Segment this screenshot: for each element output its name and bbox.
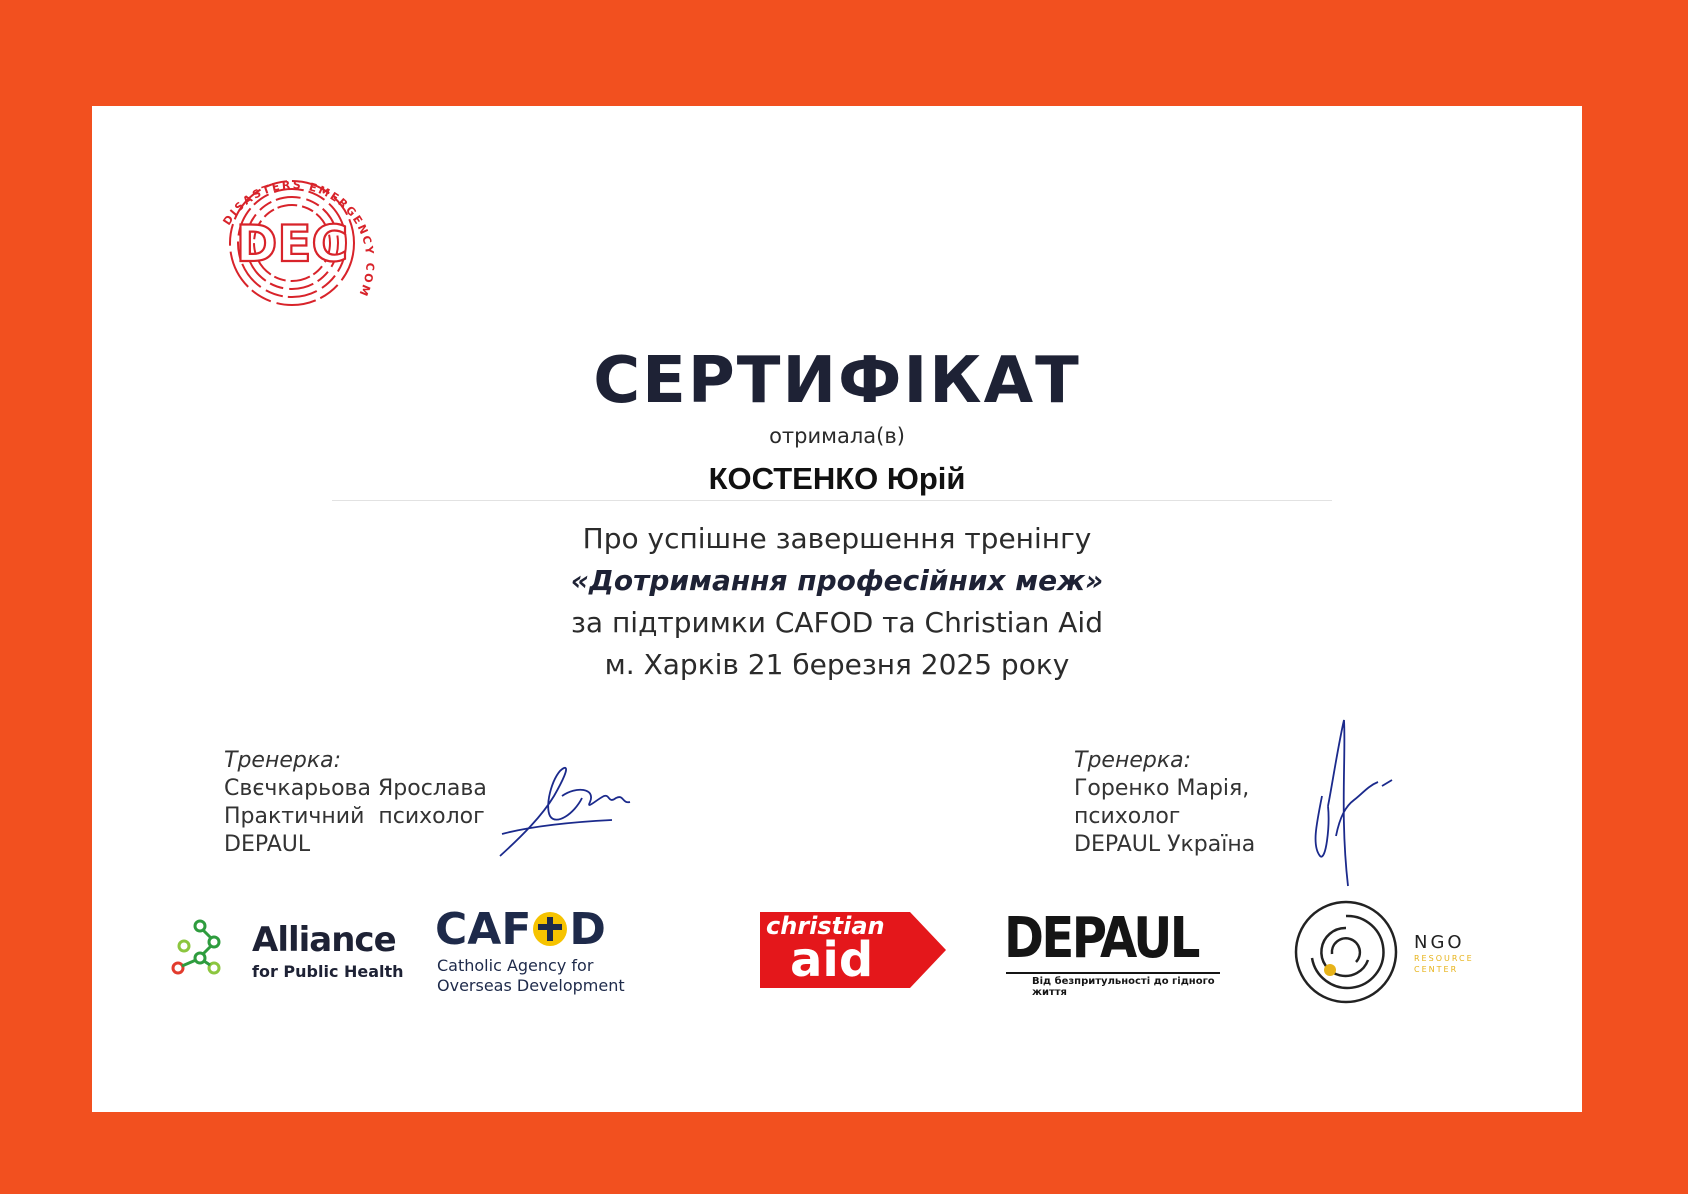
alliance-sub: for Public Health — [252, 962, 404, 981]
name-underline — [332, 500, 1332, 501]
christian-aid-bottom: aid — [790, 932, 874, 988]
depaul-logo — [1004, 906, 1236, 996]
trainer-label: Тренерка: — [1074, 748, 1192, 773]
trainer-org: DEPAUL Україна — [1074, 832, 1256, 857]
alliance-logo — [170, 916, 410, 986]
recipient-name: КОСТЕНКО Юрій — [708, 461, 966, 496]
ngo-sub-2: CENTER — [1414, 965, 1459, 974]
training-title: «Дотримання професійних меж» — [570, 564, 1104, 597]
cafod-sub-1: Catholic Agency for — [437, 956, 594, 975]
trainer-name: Свєчкарьова Ярослава — [224, 776, 487, 801]
completion-line: Про успішне завершення тренінгу — [582, 522, 1092, 555]
received-label: отримала(в) — [769, 424, 905, 448]
trainer-label: Тренерка: — [224, 748, 342, 773]
dec-logo — [207, 148, 387, 328]
trainer-role: Практичний психолог — [224, 804, 485, 829]
ngo-logo — [1292, 898, 1512, 1008]
scan-edge-right — [1688, 0, 1698, 1200]
cafod-cross-icon — [533, 912, 567, 946]
trainer-block-1 — [224, 748, 524, 859]
dec-ring-text: DISASTERS EMERGENCY COM — [220, 178, 377, 300]
dec-emblem-icon — [207, 148, 387, 328]
cafod-logo — [435, 906, 655, 996]
depaul-tagline: Від безпритульності до гідного життя — [1032, 976, 1215, 998]
signature-2 — [1292, 716, 1402, 896]
cafod-name-part-2: D — [569, 904, 606, 955]
place-date-line: м. Харків 21 березня 2025 року — [604, 648, 1070, 681]
support-line: за підтримки CAFOD та Christian Aid — [571, 606, 1103, 639]
alliance-molecule-icon — [170, 918, 236, 980]
cafod-sub-2: Overseas Development — [437, 976, 625, 995]
ngo-sub-1: RESOURCE — [1414, 954, 1474, 963]
cafod-wordmark — [435, 904, 606, 955]
trainer-org: DEPAUL — [224, 832, 311, 857]
christian-aid-top: christian — [766, 912, 885, 940]
depaul-rule — [1006, 972, 1220, 974]
alliance-name: Alliance — [252, 920, 396, 960]
certificate-sheet — [92, 106, 1582, 1112]
cafod-name-part-1: CAF — [435, 904, 532, 955]
depaul-name: DEPAUL — [1004, 906, 1198, 971]
signature-1 — [492, 756, 652, 866]
ngo-name: NGO — [1414, 932, 1465, 953]
trainer-name: Горенко Марія, — [1074, 776, 1250, 801]
ngo-spiral-icon — [1292, 898, 1400, 1006]
dec-letters: DEC — [235, 215, 349, 273]
christian-aid-logo — [760, 908, 950, 992]
scan-edge-bottom — [0, 1194, 1698, 1200]
certificate-title: СЕРТИФІКАТ — [593, 344, 1081, 418]
trainer-role: психолог — [1074, 804, 1181, 829]
